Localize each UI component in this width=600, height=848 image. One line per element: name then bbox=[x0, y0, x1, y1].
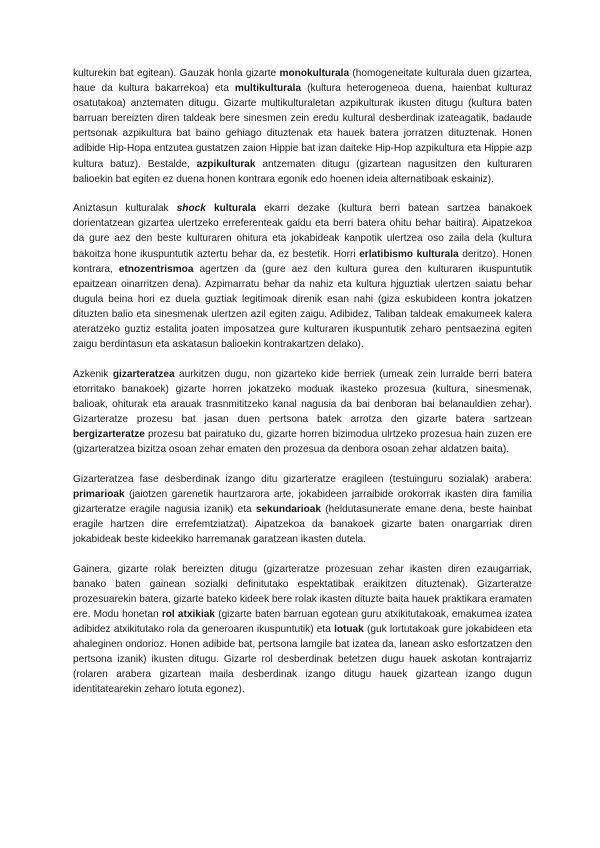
bold-term: azpikulturak bbox=[196, 158, 256, 170]
bold-italic-term: shock bbox=[176, 203, 206, 215]
bold-term: bergizarteratze bbox=[73, 429, 145, 441]
bold-term: kulturala bbox=[213, 203, 257, 215]
bold-term: gizarteratzea bbox=[112, 368, 175, 380]
bold-term: monokulturala bbox=[279, 68, 350, 79]
text-run: kulturekin bat egitean). Gauzak honla gizarte bbox=[73, 68, 280, 79]
text-run: Aniztasun kulturalak bbox=[73, 203, 177, 215]
text-run: Gizarteratzea fase desberdinak izango ditu gizarteratze eragileen (testuinguru sozialak) arabera: bbox=[73, 473, 532, 485]
bold-term: multikulturala bbox=[234, 83, 302, 95]
text-run: (guk lortutakoak gure jokabideen eta ahaleginen ondorioz. Honen adibide bat, pertsona lamgile bat izatea da, lanean asko esfortzatzen den pertsona izanik) ikusten ditugu. Gizarte rol desberdinak betetzen dugu hauek askotan kontrajarriz (rolaren arabera gizartean maila desberdinak izango ditugu hauek gizartean izango dugun identitatearekin zeharo lotuta egonez). bbox=[73, 624, 532, 696]
text-run: prozesu bat pairatuko du, gizarte horren bizimodua ulrtzeko prozesua hain zuzen ere (gizarteratzea bizitza osoan zehar ematen den prozesua da denbora osoan zehar aldatzen baita). bbox=[73, 429, 532, 456]
text-run: (jaiotzen garenetik haurtzarora arte, jokabideen jarraibide orokorrak ikasten dira familia gizarteratze eragile nagusia izanik) eta bbox=[73, 488, 532, 515]
bold-term: etnozentrismoa bbox=[118, 263, 194, 275]
bold-term: sekundarioak bbox=[255, 503, 321, 515]
text-run: (homogeneitate kulturala duen gizartea, haue da kultura bakarrekoa) eta bbox=[73, 68, 533, 95]
bold-term: rol atxikiak bbox=[161, 609, 215, 620]
paragraph-3 bbox=[73, 367, 532, 458]
paragraph-2 bbox=[73, 201, 532, 352]
paragraph-5 bbox=[73, 562, 532, 698]
text-run: deritzo). Honen kontrara, bbox=[73, 248, 532, 275]
paragraph-1 bbox=[73, 66, 532, 187]
bold-term: primarioak bbox=[73, 488, 125, 500]
bold-term: lotuak bbox=[334, 624, 364, 636]
text-run: ekarri dezake (kultura berri batean sartzea banakoek dorientatzean gizartea ulertzeko erreferenteak galdu eta berri batera ohitu behar baitira). Aipatzekoa da gure aez den beste kulturaren ohitura eta jokabideak kanpotik ulertzea oso zaila dela (kultura bakoitza hone ikuspuntutik aztertu behar da, ez bestetik. Horri bbox=[73, 203, 532, 260]
paragraph-4 bbox=[73, 472, 532, 547]
text-run: (gizarte baten barruan egotean guru atxikitutakoak, emakumea izatea adibidez atxikitutako rola da generoaren ikuspuntutik) eta bbox=[73, 609, 533, 636]
text-run bbox=[206, 203, 214, 214]
text-run: antzematen ditugu (gizartean nagusitzen den kulturaren balioekin bat egiten ez duena honen kontrara egonik edo hoenen ideia alternatiboak eskainiz). bbox=[73, 158, 533, 185]
text-run: (kultura heterogeneoa duena, haienbat kulturaz osatutakoa) anztematen ditugu. Gizarte multikulturaletan azpikulturak ikusten ditugu (kultura baten barruan bereizten diren taldeak bere sinesmen zein eredu kultural desberdinak izateagatik, badaude pertsonak azpikultura bat baino gehiago dituztenak eta hauek batera jorratzen dituztenak. Honen adibide Hip-Hopa entzutea gustatzen zaion Hippie bat izan daiteke Hip-Hop azpikultura eta Hippie azp kultura batuz). Bestalde, bbox=[73, 83, 532, 170]
text-run: Azkenik bbox=[73, 368, 113, 380]
text-run: Gainera, gizarte rolak bereizten ditugu (gizarteratze prozesuan zehar ikasten diren ezaugarriak, banako baten gainean sozialki definitutako espektatibak eraikitzen dituztenak). Gizarteratze prozesuarekin batera, gizarte bateko kideek bere rolak ikasten dituzte baita hauek praktikara eramaten ere. Modu honetan bbox=[73, 563, 532, 620]
text-run: aurkitzen dugu, non gizarteko kide berriek (umeak zein lurralde berri batera etorritako banakoek) gizarte horren jokatzeko moduak ikasteko prozesua (kultura, sinesmenak, balioak, ohiturak eta arauak trasnmititzeko kanal nagusia da bai denboran bai belanauldien zehar). Gizarteratze prozesu bat jasan duen pertsona batek arrotza den gizarte batera sartzean bbox=[73, 368, 532, 425]
text-run: (heldutasunerate emane dena, beste hainbat eragile hartzen dire errefemtziatzat). Aipatzekoa da banakoek gizarte baten onargarriak diren jokabideak beste kideekiko harremanak garatzean ikasten dutela. bbox=[73, 503, 532, 546]
text-run: agertzen da (gure aez den kultura gurea den kulturaren ikuspuntutik epaitzean oinarritzen dena). Azpimarratu behar da nahiz eta kultura hjguztiak ulertzen saiatu behar dugula beina hori ez duela guztiak legitimoak direnik esan nahi (giza eskubideen kontra jokatzen dituzten balio eta sinesmenak ulertzen azil egiten zaigu. Adibidez, Taliban taldeak emakumeek kalera ateratzeko guztiz estalita joaten imposatzea gure kulturaren ikuspuntutik zeharo pentsaezina egiten zaigu berdintasun eta askatasun balioekin kontrakartzen delako). bbox=[73, 263, 532, 351]
bold-term: erlatibismo kulturala bbox=[359, 248, 459, 260]
